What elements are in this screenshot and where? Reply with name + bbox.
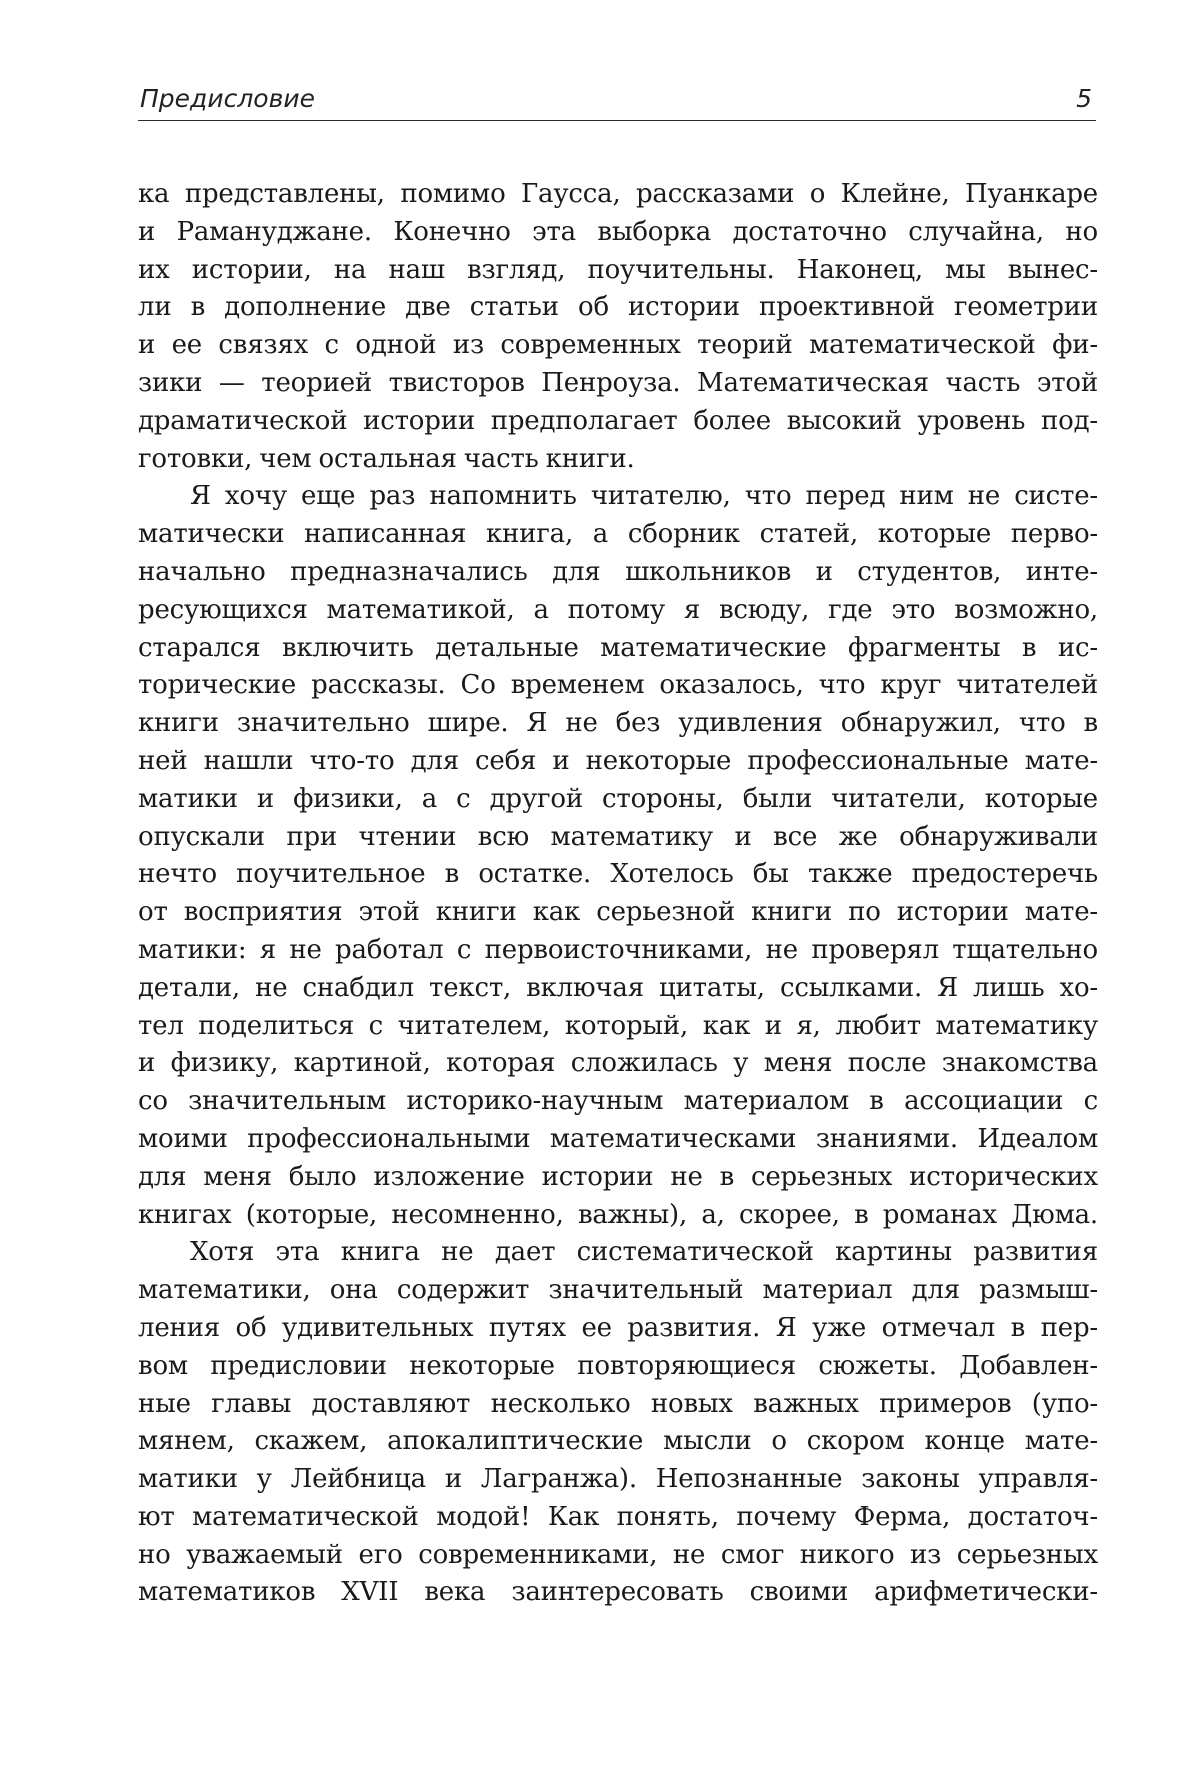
running-title: Предисловие	[140, 84, 315, 113]
text-line: математики, она содержит значительный материал для размыш-	[138, 1275, 1098, 1306]
text-line: мянем, скажем, апокалиптические мысли о скором конце мате-	[138, 1426, 1098, 1457]
body-text	[138, 176, 1098, 1612]
text-line: матики у Лейбница и Лагранжа). Непознанные законы управля-	[138, 1464, 1098, 1495]
page-number: 5	[1076, 84, 1092, 113]
running-header	[138, 80, 1096, 121]
text-line: драматической истории предполагает более высокий уровень под-	[138, 405, 1098, 436]
text-line: Я хочу еще раз напомнить читателю, что перед ним не систе-	[190, 481, 1098, 512]
text-line: ресующихся математикой, а потому я всюду, где это возможно,	[138, 594, 1098, 625]
text-line: торические рассказы. Со временем оказалось, что круг читателей	[138, 670, 1098, 701]
text-line: ней нашли что-то для себя и некоторые профессиональные мате-	[138, 745, 1098, 776]
text-line: вом предисловии некоторые повторяющиеся сюжеты. Добавлен-	[138, 1350, 1098, 1381]
text-line: детали, не снабдил текст, включая цитаты, ссылками. Я лишь хо-	[138, 972, 1098, 1003]
text-line: начально предназначались для школьников и студентов, инте-	[138, 556, 1098, 587]
text-line: нечто поучительное в остатке. Хотелось бы также предостеречь	[138, 859, 1098, 890]
text-line: опускали при чтении всю математику и все же обнаруживали	[138, 821, 1098, 852]
text-line: старался включить детальные математические фрагменты в ис-	[138, 632, 1098, 663]
text-line: ют математической модой! Как понять, почему Ферма, достаточ-	[138, 1501, 1098, 1532]
text-line: ления об удивительных путях ее развития. Я уже отмечал в пер-	[138, 1312, 1098, 1343]
text-line: математиков XVII века заинтересовать своими арифметически-	[138, 1577, 1098, 1608]
text-line: Хотя эта книга не дает систематической картины развития	[190, 1237, 1098, 1268]
text-line: со значительным историко-научным материалом в ассоциации с	[138, 1086, 1098, 1117]
text-line: тел поделиться с читателем, который, как и я, любит математику	[138, 1010, 1098, 1041]
text-line: матики и физики, а с другой стороны, были читатели, которые	[138, 783, 1098, 814]
text-line: книги значительно шире. Я не без удивления обнаружил, что в	[138, 708, 1098, 739]
text-line: матически написанная книга, а сборник статей, которые перво-	[138, 519, 1098, 550]
text-line: для меня было изложение истории не в серьезных исторических	[138, 1161, 1098, 1192]
text-line: ли в дополнение две статьи об истории проективной геометрии	[138, 292, 1098, 323]
text-line: ные главы доставляют несколько новых важных примеров (упо-	[138, 1388, 1098, 1419]
text-line: но уважаемый его современниками, не смог никого из серьезных	[138, 1539, 1098, 1570]
text-line: зики — теорией твисторов Пенроуза. Математическая часть этой	[138, 367, 1098, 398]
text-line: книгах (которые, несомненно, важны), а, скорее, в романах Дюма.	[138, 1199, 1098, 1230]
text-line: и Рамануджане. Конечно эта выборка достаточно случайна, но	[138, 216, 1098, 247]
text-line: от восприятия этой книги как серьезной книги по истории мате-	[138, 897, 1098, 928]
text-line: и физику, картиной, которая сложилась у меня после знакомства	[138, 1048, 1098, 1079]
text-line: и ее связях с одной из современных теорий математической фи-	[138, 330, 1098, 361]
text-line: моими профессиональными математическами знаниями. Идеалом	[138, 1123, 1098, 1154]
text-line: их истории, на наш взгляд, поучительны. Наконец, мы вынес-	[138, 254, 1098, 285]
text-line: готовки, чем остальная часть книги.	[138, 443, 635, 474]
text-line: ка представлены, помимо Гаусса, рассказами о Клейне, Пуанкаре	[138, 179, 1098, 209]
text-line: матики: я не работал с первоисточниками, не проверял тщательно	[138, 934, 1098, 965]
